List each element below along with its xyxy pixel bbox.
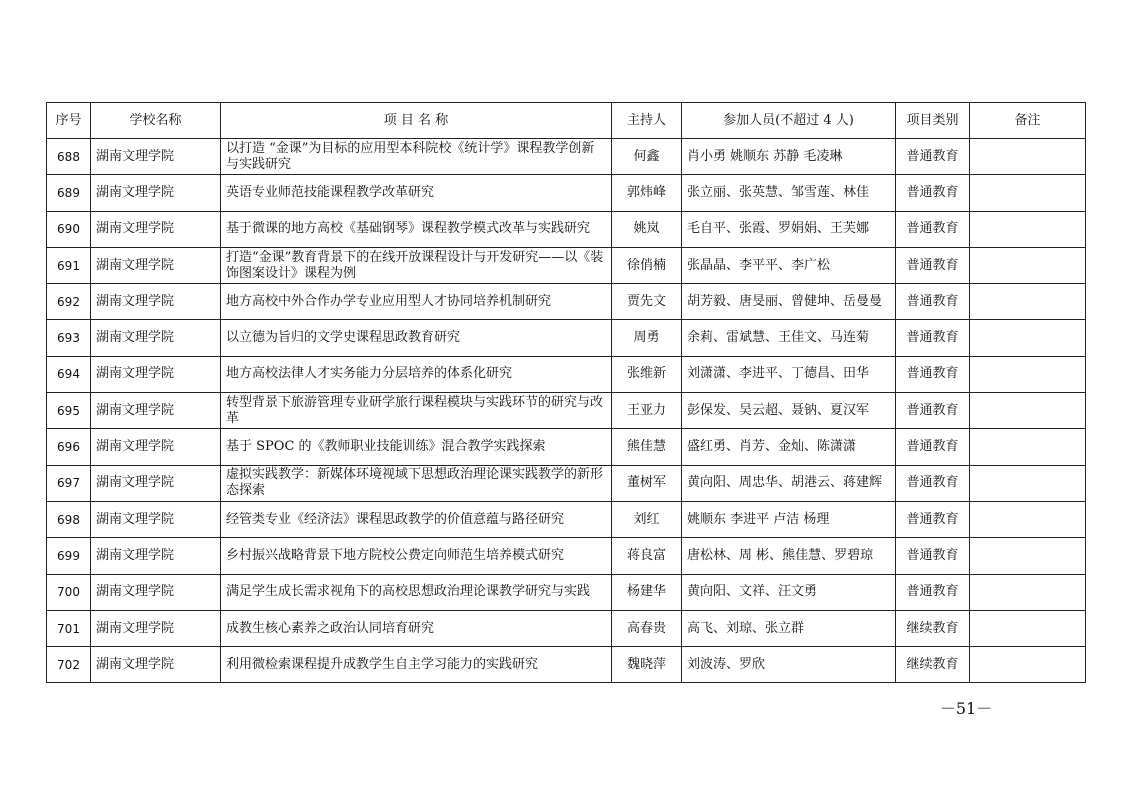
- cell-host: 王亚力: [612, 393, 682, 429]
- cell-school: 湖南文理学院: [91, 356, 221, 392]
- cell-remark: [970, 647, 1086, 683]
- table-row: [47, 284, 1086, 320]
- cell-members: 刘波涛、罗欣: [682, 647, 896, 683]
- cell-project: 打造“金课”教育背景下的在线开放课程设计与开发研究——以《装饰图案设计》课程为例: [221, 247, 612, 283]
- header-school: 学校名称: [91, 103, 221, 139]
- cell-school: 湖南文理学院: [91, 139, 221, 175]
- cell-remark: [970, 139, 1086, 175]
- cell-no: 692: [47, 284, 91, 320]
- table-row: [47, 247, 1086, 283]
- header-host: 主持人: [612, 103, 682, 139]
- cell-members: 唐松林、周 彬、熊佳慧、罗碧琼: [682, 538, 896, 574]
- cell-host: 刘红: [612, 501, 682, 537]
- cell-host: 高春贵: [612, 610, 682, 646]
- cell-school: 湖南文理学院: [91, 284, 221, 320]
- cell-category: 继续教育: [896, 610, 970, 646]
- cell-members: 张立丽、张英慧、邹雪莲、林佳: [682, 175, 896, 211]
- cell-project: 利用微检索课程提升成教学生自主学习能力的实践研究: [221, 647, 612, 683]
- cell-members: 毛自平、张霞、罗娟娟、王芙娜: [682, 211, 896, 247]
- header-no: 序号: [47, 103, 91, 139]
- cell-category: 普通教育: [896, 429, 970, 465]
- cell-host: 蒋良富: [612, 538, 682, 574]
- cell-remark: [970, 393, 1086, 429]
- table-row: [47, 501, 1086, 537]
- table-row: [47, 175, 1086, 211]
- cell-category: 普通教育: [896, 538, 970, 574]
- cell-project: 以打造 “金课”为目标的应用型本科院校《统计学》课程教学创新与实践研究: [221, 139, 612, 175]
- cell-remark: [970, 501, 1086, 537]
- table-row: [47, 465, 1086, 501]
- cell-host: 董树军: [612, 465, 682, 501]
- cell-category: 普通教育: [896, 175, 970, 211]
- table-row: [47, 538, 1086, 574]
- cell-project: 以立德为旨归的文学史课程思政教育研究: [221, 320, 612, 356]
- cell-no: 699: [47, 538, 91, 574]
- cell-school: 湖南文理学院: [91, 574, 221, 610]
- cell-project: 基于 SPOC 的《教师职业技能训练》混合教学实践探索: [221, 429, 612, 465]
- cell-school: 湖南文理学院: [91, 393, 221, 429]
- cell-school: 湖南文理学院: [91, 647, 221, 683]
- cell-no: 698: [47, 501, 91, 537]
- project-table: [46, 102, 1086, 683]
- cell-host: 姚岚: [612, 211, 682, 247]
- table-row: [47, 647, 1086, 683]
- cell-school: 湖南文理学院: [91, 538, 221, 574]
- cell-category: 继续教育: [896, 647, 970, 683]
- table-row: [47, 211, 1086, 247]
- cell-remark: [970, 356, 1086, 392]
- cell-category: 普通教育: [896, 320, 970, 356]
- cell-no: 696: [47, 429, 91, 465]
- cell-members: 余莉、雷斌慧、王佳文、马连菊: [682, 320, 896, 356]
- cell-category: 普通教育: [896, 356, 970, 392]
- cell-members: 肖小勇 姚顺东 苏静 毛凌琳: [682, 139, 896, 175]
- cell-host: 熊佳慧: [612, 429, 682, 465]
- cell-host: 何鑫: [612, 139, 682, 175]
- cell-members: 黄向阳、周忠华、胡港云、蒋建辉: [682, 465, 896, 501]
- table-row: [47, 356, 1086, 392]
- cell-no: 695: [47, 393, 91, 429]
- cell-no: 702: [47, 647, 91, 683]
- cell-members: 刘潇潇、李进平、丁德昌、田华: [682, 356, 896, 392]
- cell-no: 691: [47, 247, 91, 283]
- cell-category: 普通教育: [896, 284, 970, 320]
- page-number: －51－: [939, 699, 993, 718]
- cell-host: 周勇: [612, 320, 682, 356]
- cell-school: 湖南文理学院: [91, 610, 221, 646]
- table-row: [47, 320, 1086, 356]
- header-members: 参加人员(不超过 4 人): [682, 103, 896, 139]
- cell-members: 彭保发、吴云超、聂钠、夏汉军: [682, 393, 896, 429]
- cell-project: 转型背景下旅游管理专业研学旅行课程模块与实践环节的研究与改革: [221, 393, 612, 429]
- cell-members: 张晶晶、李平平、李广松: [682, 247, 896, 283]
- table-row: [47, 393, 1086, 429]
- cell-remark: [970, 538, 1086, 574]
- cell-no: 701: [47, 610, 91, 646]
- cell-no: 694: [47, 356, 91, 392]
- cell-remark: [970, 465, 1086, 501]
- cell-host: 魏晓萍: [612, 647, 682, 683]
- cell-no: 690: [47, 211, 91, 247]
- header-category: 项目类别: [896, 103, 970, 139]
- cell-remark: [970, 429, 1086, 465]
- cell-category: 普通教育: [896, 247, 970, 283]
- cell-school: 湖南文理学院: [91, 211, 221, 247]
- cell-project: 地方高校中外合作办学专业应用型人才协同培养机制研究: [221, 284, 612, 320]
- cell-host: 徐俏楠: [612, 247, 682, 283]
- cell-host: 郭炜峰: [612, 175, 682, 211]
- cell-no: 693: [47, 320, 91, 356]
- table-body: [47, 139, 1086, 683]
- cell-category: 普通教育: [896, 465, 970, 501]
- cell-host: 杨建华: [612, 574, 682, 610]
- cell-remark: [970, 320, 1086, 356]
- header-row: [47, 103, 1086, 139]
- cell-project: 乡村振兴战略背景下地方院校公费定向师范生培养模式研究: [221, 538, 612, 574]
- cell-project: 基于微课的地方高校《基础钢琴》课程教学模式改革与实践研究: [221, 211, 612, 247]
- cell-no: 689: [47, 175, 91, 211]
- cell-remark: [970, 175, 1086, 211]
- cell-project: 成教生核心素养之政治认同培育研究: [221, 610, 612, 646]
- cell-members: 姚顺东 李进平 卢洁 杨理: [682, 501, 896, 537]
- cell-members: 黄向阳、文祥、汪文勇: [682, 574, 896, 610]
- cell-school: 湖南文理学院: [91, 501, 221, 537]
- cell-no: 700: [47, 574, 91, 610]
- cell-category: 普通教育: [896, 501, 970, 537]
- cell-school: 湖南文理学院: [91, 465, 221, 501]
- cell-remark: [970, 247, 1086, 283]
- table-row: [47, 574, 1086, 610]
- header-remark: 备注: [970, 103, 1086, 139]
- cell-school: 湖南文理学院: [91, 175, 221, 211]
- cell-project: 虚拟实践教学：新媒体环境视域下思想政治理论课实践教学的新形态探索: [221, 465, 612, 501]
- cell-category: 普通教育: [896, 211, 970, 247]
- table-row: [47, 610, 1086, 646]
- cell-no: 697: [47, 465, 91, 501]
- cell-project: 满足学生成长需求视角下的高校思想政治理论课教学研究与实践: [221, 574, 612, 610]
- cell-project: 经管类专业《经济法》课程思政教学的价值意蕴与路径研究: [221, 501, 612, 537]
- cell-category: 普通教育: [896, 393, 970, 429]
- cell-category: 普通教育: [896, 139, 970, 175]
- cell-school: 湖南文理学院: [91, 247, 221, 283]
- cell-remark: [970, 211, 1086, 247]
- cell-remark: [970, 284, 1086, 320]
- table-row: [47, 139, 1086, 175]
- cell-project: 地方高校法律人才实务能力分层培养的体系化研究: [221, 356, 612, 392]
- cell-no: 688: [47, 139, 91, 175]
- table-row: [47, 429, 1086, 465]
- cell-project: 英语专业师范技能课程教学改革研究: [221, 175, 612, 211]
- cell-members: 胡芳毅、唐旻丽、曾健坤、岳曼曼: [682, 284, 896, 320]
- cell-remark: [970, 574, 1086, 610]
- cell-host: 张维新: [612, 356, 682, 392]
- cell-members: 盛红勇、肖芳、金灿、陈潇潇: [682, 429, 896, 465]
- cell-category: 普通教育: [896, 574, 970, 610]
- header-project: 项 目 名 称: [221, 103, 612, 139]
- cell-remark: [970, 610, 1086, 646]
- cell-school: 湖南文理学院: [91, 320, 221, 356]
- cell-host: 贾先文: [612, 284, 682, 320]
- cell-members: 高飞、刘琼、张立群: [682, 610, 896, 646]
- cell-school: 湖南文理学院: [91, 429, 221, 465]
